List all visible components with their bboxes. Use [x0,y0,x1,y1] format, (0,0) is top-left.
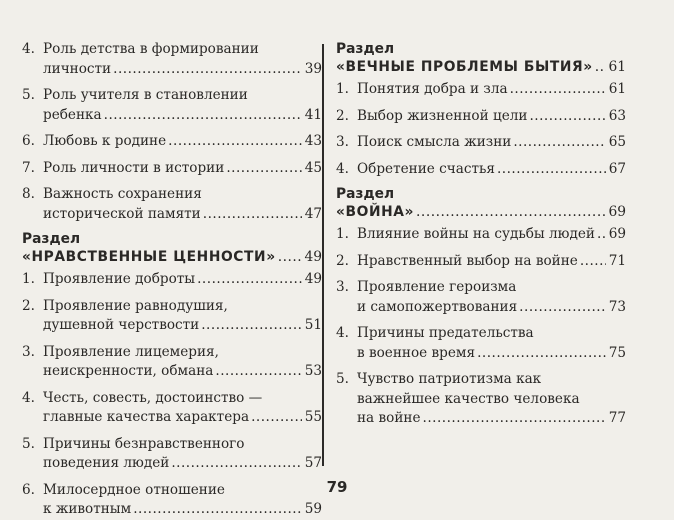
toc-entry [336,80,626,100]
entry-title: на войне [357,410,421,426]
entry-page-number: 43 [304,133,322,149]
column-divider [322,44,324,466]
section-title: «ВОЙНА» [336,204,415,220]
toc-entry-line [336,324,626,344]
section-page-number: 61 [608,59,626,75]
toc-entry-line [22,270,322,290]
toc-entry-line [336,80,626,100]
toc-entry [22,185,322,224]
toc-entry-line [336,107,626,127]
entry-title: Обретение счастья [357,160,495,177]
entry-page-number: 61 [608,81,626,97]
section-page-number: 49 [304,249,322,265]
entry-number: 3. [22,343,35,360]
entry-page-number: 59 [304,501,322,517]
entry-title: к животным [43,501,132,517]
entry-page-number: 41 [304,106,322,123]
leader-dots [423,409,607,429]
toc-entry [22,159,322,179]
entry-title: и самопожертвования [357,298,518,315]
section-page-number: 69 [608,204,626,220]
toc-entry-line [22,159,322,179]
left-entries-top [22,40,322,224]
entry-title: Роль детства в формировании [43,41,259,57]
toc-entry-line [22,500,322,520]
toc-entry [22,86,322,125]
toc-entry [336,324,626,363]
entry-title: Влияние войны на судьбы людей [357,226,595,242]
entry-page-number: 67 [608,160,626,177]
entry-page-number: 69 [608,226,626,242]
toc-entry [336,133,626,153]
leader-dots [133,500,302,520]
entry-number: 1. [336,81,349,97]
leader-dots [171,454,302,474]
entry-title: Любовь к родине [43,133,167,149]
entry-page-number: 71 [608,252,626,269]
entry-title: Причины безнравственного [43,435,245,452]
entry-title: важнейшее качество человека [357,390,580,407]
toc-entry [336,225,626,245]
leader-dots [203,205,302,225]
toc-entry [22,343,322,382]
leader-dots [513,133,606,153]
toc-entry-line [336,409,626,429]
entry-number: 5. [336,371,349,387]
entry-page-number: 45 [304,159,322,176]
entry-title: Проявление равнодушия, [43,297,228,314]
leader-dots [215,362,302,382]
entry-title: Важность сохранения [43,186,202,202]
leader-dots [477,344,606,364]
entry-number: 5. [22,87,35,103]
leader-dots [510,80,606,100]
toc-entry-line [22,389,322,409]
toc-entry [22,389,322,428]
toc-entry-line [336,160,626,180]
entry-title: Роль личности в истории [43,159,225,176]
page-number: 79 [326,478,348,496]
toc-entry [336,107,626,127]
section-heading-vechnye [336,40,626,76]
leader-dots [519,298,606,318]
entry-page-number: 57 [304,455,322,471]
leader-dots [497,160,606,180]
leader-dots [529,107,606,127]
toc-entry [22,297,322,336]
toc-entry-line [22,343,322,363]
toc-entry-line [22,205,322,225]
toc-entry-line [22,435,322,455]
toc-entry-line [336,133,626,153]
entry-number: 1. [336,226,349,242]
entry-title: Выбор жизненной цели [357,107,528,124]
entry-number: 8. [22,186,35,202]
toc-entry [22,435,322,474]
entry-number: 1. [22,271,35,287]
entry-title: Проявление героизма [357,279,517,295]
entry-number: 3. [336,134,349,150]
toc-entry [336,278,626,317]
toc-entry-line [336,370,626,390]
entry-title: Поиск смысла жизни [357,134,512,150]
toc-entry-line [22,60,322,80]
toc-entry-line [336,252,626,272]
entry-title: главные качества характера [43,409,250,425]
entry-number: 2. [336,252,349,269]
toc-entry-line [336,298,626,318]
leader-dots [278,248,303,266]
entry-page-number: 47 [304,205,322,222]
entry-title: Понятия добра и зла [357,81,508,97]
toc-entry-line [22,316,322,336]
entry-title: Честь, совесть, достоинство — [43,389,263,406]
toc-entry-line [22,297,322,317]
entry-title: Нравственный выбор на войне [357,252,578,269]
toc-entry [336,160,626,180]
toc-entry-line [22,132,322,152]
entry-number: 3. [336,279,349,295]
leader-dots [104,106,302,126]
section-heading-voyna [336,185,626,221]
entry-title: исторической памяти [43,205,201,222]
entry-number: 4. [22,389,35,406]
leader-dots [580,252,606,272]
entry-page-number: 63 [608,107,626,124]
entry-number: 6. [22,481,35,498]
toc-entry-line [22,185,322,205]
section-label: Раздел [22,231,81,247]
leader-dots [597,225,606,245]
toc-entry-line [22,362,322,382]
toc-entry [22,40,322,79]
right-entries-2 [336,225,626,429]
entry-page-number: 49 [304,271,322,287]
section-title: «НРАВСТВЕННЫЕ ЦЕННОСТИ» [22,249,276,265]
entry-title: Милосердное отношение [43,481,225,498]
entry-title: Причины предательства [357,325,534,341]
toc-entry-line [22,40,322,60]
toc-entry-line [336,225,626,245]
section-title: «ВЕЧНЫЕ ПРОБЛЕМЫ БЫТИЯ» [336,59,593,75]
toc-entry-line [22,408,322,428]
toc-entry [22,270,322,290]
toc-entry [336,370,626,429]
entry-title: в военное время [357,344,476,361]
right-entries-1 [336,80,626,179]
entry-title: душевной черствости [43,317,200,333]
entry-title: Проявление лицемерия, [43,343,219,360]
leader-dots [226,159,302,179]
toc-entry [22,132,322,152]
leader-dots [416,203,606,221]
toc-entry-line [22,106,322,126]
entry-number: 2. [22,297,35,314]
entry-page-number: 55 [304,409,322,425]
entry-number: 2. [336,107,349,124]
entry-page-number: 39 [304,60,322,77]
toc-entry-line [22,86,322,106]
toc-entry [336,252,626,272]
entry-title: Проявление доброты [43,271,196,287]
leader-dots [197,270,302,290]
leader-dots [201,316,302,336]
section-label: Раздел [336,186,395,202]
entry-title: личности [43,60,112,77]
toc-entry-line [336,278,626,298]
entry-number: 7. [22,159,35,176]
leader-dots [168,132,302,152]
entry-number: 4. [336,325,349,341]
entry-number: 4. [22,41,35,57]
entry-title: неискренности, обмана [43,363,214,379]
toc-entry-line [336,390,626,410]
entry-page-number: 77 [608,410,626,426]
entry-title: Роль учителя в становлении [43,87,248,103]
toc-entry-line [336,344,626,364]
leader-dots [595,58,607,76]
entry-title: ребенка [43,106,102,123]
entry-page-number: 65 [608,134,626,150]
toc-entry-line [22,454,322,474]
section-label: Раздел [336,41,395,57]
left-column [22,40,322,520]
entry-page-number: 73 [608,298,626,315]
entry-title: Чувство патриотизма как [357,371,542,387]
leader-dots [251,408,302,428]
entry-page-number: 75 [608,344,626,361]
right-column [336,40,626,429]
entry-page-number: 51 [304,317,322,333]
entry-number: 6. [22,133,35,149]
entry-number: 4. [336,160,349,177]
leader-dots [113,60,302,80]
entry-title: поведения людей [43,455,170,471]
entry-number: 5. [22,435,35,452]
section-heading-nravstvennye [22,230,322,266]
entry-page-number: 53 [304,363,322,379]
